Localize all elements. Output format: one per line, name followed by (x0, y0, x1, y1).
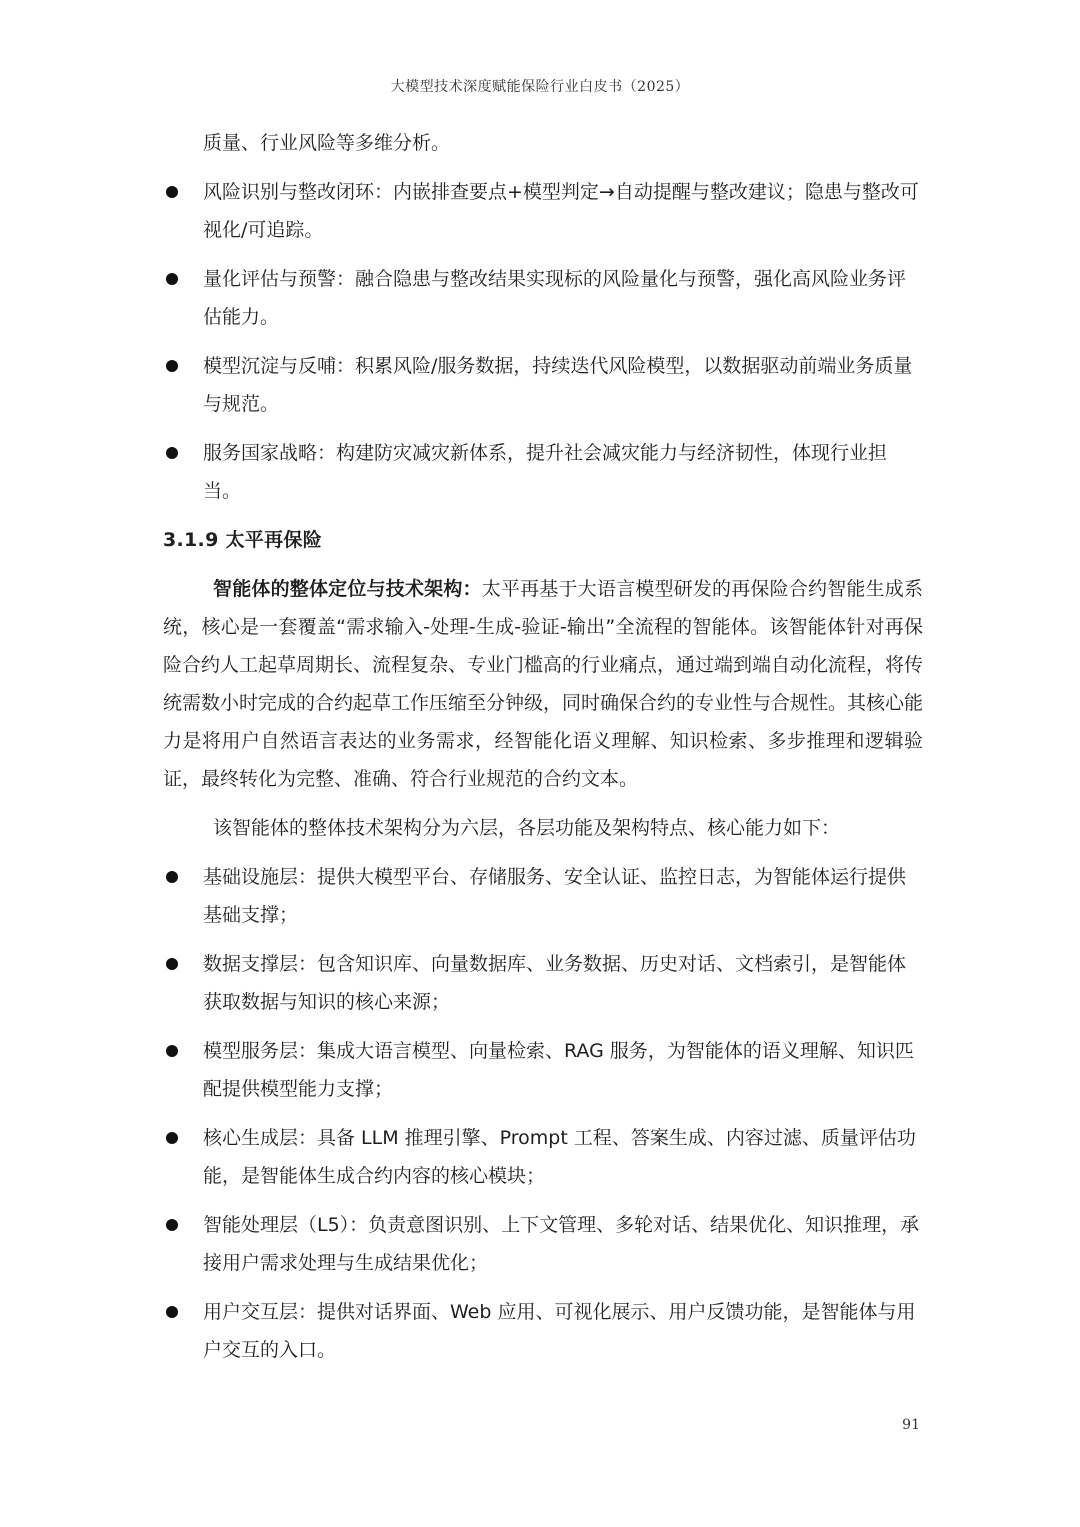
bullet-dot-icon (166, 1306, 178, 1318)
bullet-dot-icon (166, 447, 178, 459)
list-item (163, 434, 923, 510)
list-item (163, 260, 923, 336)
bullet-dot-icon (166, 186, 178, 198)
list-item-text: 智能处理层（L5）：负责意图识别、上下文管理、多轮对话、结果优化、知识推理，承接用户需求处理与生成结果优化； (203, 1214, 920, 1274)
list-item-text: 风险识别与整改闭环：内嵌排查要点+模型判定→自动提醒与整改建议；隐患与整改可视化/可追踪。 (203, 181, 919, 241)
list-item (163, 945, 923, 1021)
intro-lead: 智能体的整体定位与技术架构： (213, 578, 482, 600)
list-item-text: 数据支撑层：包含知识库、向量数据库、业务数据、历史对话、文档索引，是智能体获取数据与知识的核心来源； (203, 953, 907, 1013)
continued-text: 质量、行业风险等多维分析。 (203, 132, 451, 154)
architecture-layer-list (163, 858, 923, 1369)
architecture-intro: 该智能体的整体技术架构分为六层，各层功能及架构特点、核心能力如下： (213, 817, 841, 839)
risk-bullet-list (163, 173, 923, 510)
intro-body: 太平再基于大语言模型研发的再保险合约智能生成系统，核心是一套覆盖“需求输入-处理-生成-验证-输出”全流程的智能体。该智能体针对再保险合约人工起草周期长、流程复杂、专业门槛高的行业痛点，通过端到端自动化流程，将传统需数小时完成的合约起草工作压缩至分钟级，同时确保合约的专业性与合规性。其核心能力是将用户自然语言表达的业务需求，经智能化语义理解、知识检索、多步推理和逻辑验证，最终转化为完整、准确、符合行业规范的合约文本。 (163, 578, 924, 790)
bullet-dot-icon (166, 871, 178, 883)
bullet-dot-icon (166, 273, 178, 285)
list-item-text: 模型沉淀与反哺：积累风险/服务数据，持续迭代风险模型，以数据驱动前端业务质量与规范。 (203, 355, 913, 415)
intro-paragraph (163, 570, 923, 798)
list-item (163, 1293, 923, 1369)
list-item (163, 1206, 923, 1282)
list-item (163, 858, 923, 934)
list-item-text: 量化评估与预警：融合隐患与整改结果实现标的风险量化与预警，强化高风险业务评估能力。 (203, 268, 907, 328)
bullet-dot-icon (166, 360, 178, 372)
bullet-dot-icon (166, 1045, 178, 1057)
list-item (163, 1032, 923, 1108)
list-item (163, 1119, 923, 1195)
list-item (163, 347, 923, 423)
list-item-text: 服务国家战略：构建防灾减灾新体系，提升社会减灾能力与经济韧性，体现行业担当。 (203, 442, 888, 502)
running-header: 大模型技术深度赋能保险行业白皮书（2025） (390, 79, 690, 95)
page-number: 91 (902, 1417, 920, 1433)
list-item-text: 用户交互层：提供对话界面、Web 应用、可视化展示、用户反馈功能，是智能体与用户交互的入口。 (203, 1301, 916, 1361)
bullet-dot-icon (166, 1219, 178, 1231)
bullet-dot-icon (166, 958, 178, 970)
list-item-text: 模型服务层：集成大语言模型、向量检索、RAG 服务，为智能体的语义理解、知识匹配提供模型能力支撑； (203, 1040, 914, 1100)
list-item-text: 基础设施层：提供大模型平台、存储服务、安全认证、监控日志，为智能体运行提供基础支撑； (203, 866, 907, 926)
bullet-dot-icon (166, 1132, 178, 1144)
list-item-text: 核心生成层：具备 LLM 推理引擎、Prompt 工程、答案生成、内容过滤、质量评估功能，是智能体生成合约内容的核心模块； (203, 1127, 916, 1187)
page-body (163, 124, 923, 1369)
list-item (163, 173, 923, 249)
section-heading: 3.1.9 太平再保险 (163, 529, 323, 551)
